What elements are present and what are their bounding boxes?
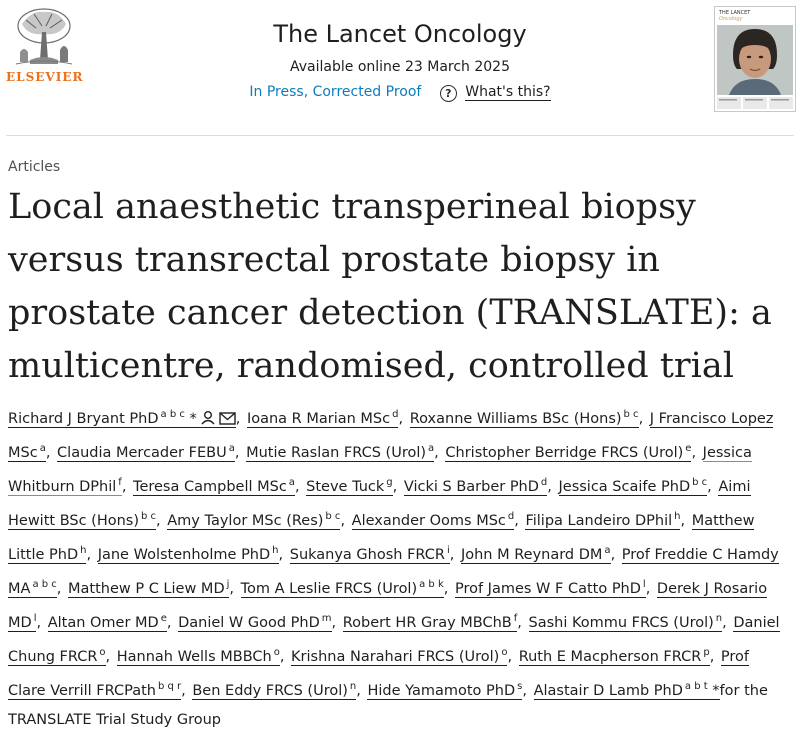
author-separator: , xyxy=(121,479,132,495)
author-link[interactable] xyxy=(559,479,708,496)
author-link[interactable] xyxy=(534,683,720,700)
author-affiliation: l xyxy=(642,579,646,590)
author-separator: , xyxy=(294,479,305,495)
author-separator: , xyxy=(86,547,96,563)
author-separator: , xyxy=(235,411,245,427)
author-name: Robert HR Gray MBChB xyxy=(342,615,512,631)
author-affiliation: a xyxy=(428,443,435,454)
author-name: Filipa Landeiro DPhil xyxy=(525,513,673,529)
author-link[interactable] xyxy=(133,479,295,496)
author-name: Steve Tuck xyxy=(306,479,385,495)
author-separator: , xyxy=(680,513,690,529)
author-name: Sashi Kommu FRCS (Urol) xyxy=(528,615,714,631)
author-name: Claudia Mercader FEBU xyxy=(57,445,227,461)
author-name: Ruth E Macpherson FRCR xyxy=(518,649,702,665)
author-link[interactable] xyxy=(167,513,340,530)
author-affiliation: o xyxy=(99,647,106,658)
author-separator: , xyxy=(392,479,402,495)
author-affiliation: d xyxy=(392,409,399,420)
author-affiliation: b c xyxy=(325,511,341,522)
author-name: Christopher Berridge FRCS (Urol) xyxy=(445,445,684,461)
publisher-name: ELSEVIER xyxy=(6,70,84,84)
author-separator: , xyxy=(691,445,701,461)
author-link[interactable] xyxy=(48,615,167,632)
author-affiliation: a xyxy=(288,477,295,488)
author-separator: , xyxy=(56,581,66,597)
author-name: Krishna Narahari FRCS (Urol) xyxy=(291,649,500,665)
author-name: Prof Clare Verrill FRCPath xyxy=(8,649,750,699)
author-separator: , xyxy=(181,683,191,699)
author-affiliation: o xyxy=(501,647,508,658)
article-title: Local anaesthetic transperineal biopsy versus transrectal prostate biopsy in prostate cancer detection (TRANSLATE): a multicentre, randomised, controlled trial xyxy=(8,187,772,386)
author-affiliation: e xyxy=(160,613,167,624)
author-link[interactable] xyxy=(241,581,444,598)
author-link[interactable] xyxy=(290,547,450,564)
author-separator: , xyxy=(229,581,239,597)
author-list xyxy=(8,400,788,735)
mail-icon[interactable] xyxy=(219,412,236,425)
author-separator: , xyxy=(279,649,290,665)
article-type-label: Articles xyxy=(8,159,61,175)
author-name: Vicki S Barber PhD xyxy=(403,479,539,495)
header-divider xyxy=(6,135,794,136)
author-link[interactable] xyxy=(98,547,279,564)
author-separator: , xyxy=(234,445,245,461)
author-affiliation: e xyxy=(685,443,692,454)
author-affiliation: p xyxy=(703,647,710,658)
author-link[interactable] xyxy=(306,479,393,496)
author-affiliation: b c xyxy=(692,477,708,488)
author-link[interactable] xyxy=(246,445,434,462)
author-separator: , xyxy=(722,615,732,631)
author-separator: , xyxy=(707,479,717,495)
author-name: Prof Freddie C Hamdy MA xyxy=(8,547,779,597)
author-link[interactable] xyxy=(445,445,691,462)
journal-title[interactable]: The Lancet Oncology xyxy=(273,20,527,48)
author-link[interactable] xyxy=(57,445,235,462)
author-affiliation: h xyxy=(272,545,279,556)
author-name: Tom A Leslie FRCS (Urol) xyxy=(240,581,418,597)
cover-portrait-image xyxy=(715,7,795,111)
author-separator: , xyxy=(449,547,459,563)
author-affiliation: h xyxy=(674,511,681,522)
author-separator: , xyxy=(398,411,408,427)
author-name: Sukanya Ghosh FRCR xyxy=(289,547,445,563)
author-affiliation: a b k xyxy=(419,579,444,590)
author-affiliation: i xyxy=(446,545,450,556)
author-name: Amy Taylor MSc (Res) xyxy=(167,513,324,529)
author-separator: , xyxy=(547,479,557,495)
author-separator: , xyxy=(522,683,532,699)
author-name: Jessica Whitburn DPhil xyxy=(8,445,752,495)
author-affiliation: g xyxy=(386,477,393,488)
author-name: Hannah Wells MBBCh xyxy=(116,649,272,665)
author-link[interactable] xyxy=(192,683,356,700)
author-affiliation: b c xyxy=(623,409,639,420)
author-name: Prof James W F Catto PhD xyxy=(454,581,641,597)
article-header xyxy=(0,0,800,135)
author-name: Altan Omer MD xyxy=(47,615,159,631)
press-status-row xyxy=(200,84,600,102)
author-affiliation: a b c xyxy=(32,579,57,590)
author-name: Alastair D Lamb PhD xyxy=(533,683,683,699)
author-separator: , xyxy=(278,547,288,563)
author-link[interactable] xyxy=(367,683,522,700)
author-link[interactable] xyxy=(529,615,723,632)
author-link[interactable] xyxy=(291,649,507,666)
author-separator: , xyxy=(443,581,453,597)
author-separator: , xyxy=(166,615,177,631)
author-separator: , xyxy=(507,649,517,665)
corresponding-asterisk: * xyxy=(707,683,720,699)
author-name: Richard J Bryant PhD xyxy=(8,411,159,427)
author-affiliation: n xyxy=(349,681,357,692)
press-status-link[interactable]: In Press, Corrected Proof xyxy=(249,84,422,100)
author-separator: , xyxy=(156,513,166,529)
author-separator: , xyxy=(517,615,527,631)
author-affiliation: n xyxy=(715,613,723,624)
author-separator: , xyxy=(45,445,56,461)
cover-masthead-title: THE LANCET xyxy=(719,10,751,16)
author-link[interactable] xyxy=(525,513,680,530)
author-separator: , xyxy=(709,649,719,665)
study-group-credit: for the TRANSLATE Trial Study Group xyxy=(8,683,768,728)
author-name: Daniel W Good PhD xyxy=(178,615,320,631)
author-affiliation: a b c xyxy=(160,409,185,420)
person-icon[interactable] xyxy=(200,410,216,425)
author-name: Jane Wolstenholme PhD xyxy=(97,547,271,563)
author-separator: , xyxy=(434,445,444,461)
author-affiliation: m xyxy=(321,613,332,624)
author-affiliation: h xyxy=(80,545,87,556)
author-separator: , xyxy=(105,649,115,665)
author-name: Ben Eddy FRCS (Urol) xyxy=(192,683,348,699)
author-affiliation: a xyxy=(39,443,46,454)
author-link[interactable] xyxy=(352,513,515,530)
author-name: Matthew P C Liew MD xyxy=(68,581,225,597)
author-affiliation: a b t xyxy=(684,681,708,692)
author-affiliation: s xyxy=(517,681,523,692)
author-name: Teresa Campbell MSc xyxy=(133,479,287,495)
author-link[interactable] xyxy=(404,479,547,496)
author-name: J Francisco Lopez MSc xyxy=(8,411,774,461)
author-name: Aimi Hewitt BSc (Hons) xyxy=(8,479,751,529)
author-link[interactable] xyxy=(247,411,399,428)
author-link[interactable] xyxy=(343,615,518,632)
author-separator: , xyxy=(340,513,350,529)
author-affiliation: b c xyxy=(141,511,157,522)
author-name: Roxanne Williams BSc (Hons) xyxy=(409,411,622,427)
author-separator: , xyxy=(356,683,366,699)
author-affiliation: f xyxy=(513,613,518,624)
author-affiliation: j xyxy=(226,579,230,590)
author-name: John M Reynard DM xyxy=(460,547,603,563)
author-link[interactable] xyxy=(410,411,639,428)
author-affiliation: o xyxy=(273,647,280,658)
cover-masthead-subtitle: Oncology xyxy=(719,16,743,22)
whats-this-link[interactable]: What's this? xyxy=(465,84,551,100)
author-affiliation: f xyxy=(118,477,122,488)
author-link[interactable] xyxy=(519,649,710,666)
author-link[interactable] xyxy=(461,547,611,564)
author-name: Mutie Raslan FRCS (Urol) xyxy=(246,445,427,461)
author-separator: , xyxy=(331,615,341,631)
author-separator: , xyxy=(610,547,620,563)
question-circle-icon[interactable]: ? xyxy=(440,85,457,102)
author-affiliation: d xyxy=(540,477,548,488)
author-name: Daniel Chung FRCR xyxy=(8,615,780,665)
author-name: Derek J Rosario MD xyxy=(8,581,768,631)
author-affiliation: a xyxy=(228,443,235,454)
journal-cover-thumbnail[interactable] xyxy=(714,6,796,112)
author-link[interactable] xyxy=(455,581,646,598)
corresponding-asterisk: * xyxy=(184,411,197,427)
author-separator: , xyxy=(645,581,655,597)
author-separator: , xyxy=(638,411,648,427)
author-affiliation: a xyxy=(604,545,611,556)
author-link[interactable] xyxy=(8,411,236,428)
author-affiliation: l xyxy=(33,613,37,624)
author-link[interactable] xyxy=(68,581,229,598)
author-name: Jessica Scaife PhD xyxy=(558,479,691,495)
author-name: Matthew Little PhD xyxy=(8,513,755,563)
author-affiliation: b q r xyxy=(157,681,182,692)
author-separator: , xyxy=(514,513,524,529)
author-name: Ioana R Marian MSc xyxy=(246,411,391,427)
author-affiliation: d xyxy=(507,511,515,522)
author-link[interactable] xyxy=(178,615,331,632)
author-link[interactable] xyxy=(117,649,280,666)
elsevier-tree-icon xyxy=(6,6,82,70)
available-online-date: Available online 23 March 2025 xyxy=(290,59,510,75)
author-name: Alexander Ooms MSc xyxy=(351,513,506,529)
author-separator: , xyxy=(36,615,46,631)
author-name: Hide Yamamoto PhD xyxy=(367,683,516,699)
